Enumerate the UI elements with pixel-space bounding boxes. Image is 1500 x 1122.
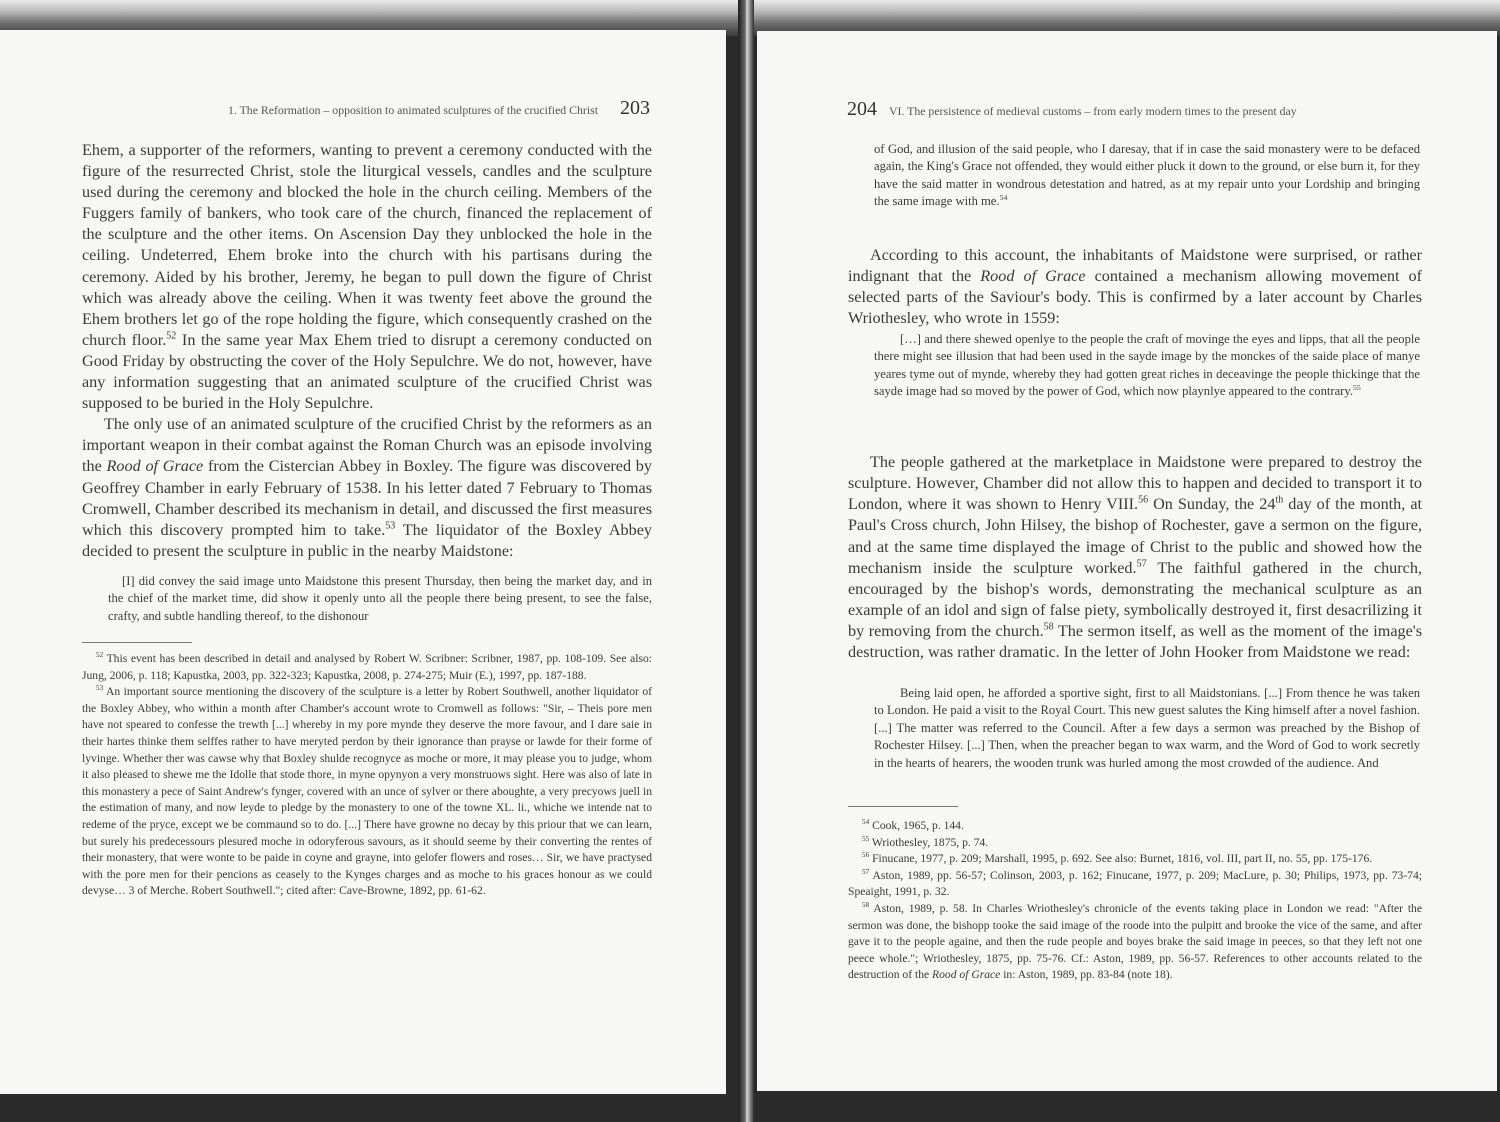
footnote-ref[interactable]: 56	[1138, 494, 1149, 506]
footnote-54: $^{54}$ Cook, 1965, p. 144.	[862, 818, 964, 832]
running-head	[847, 98, 1387, 124]
paragraph: The people gathered at the marketplace in Maidstone were prepared to destroy the sculpture. However, Chamber did not allow this to happen and decided to transport it to London, where it was shown to Henry VIII.$^{56}$ On Sunday, the 24th day of the month, at Paul's Cross church, John Hilsey, the bishop of Rochester, gave a sermon on the figure, and at the same time displayed the image of Christ to the public and showed how the mechanism inside the sculpture worked.$^{57}$ The faithful gathered in the church, encouraged by the bishop's words, demonstrating the mechanical sculpture as an example of an idol and sign of false piety, symbolically destroyed it, first desacrilizing it by removing from the church.$^{58}$ The sermon itself, as well as the moment of the image's destruction, was rather dramatic. In the letter of John Hooker from Maidstone we read:	[848, 453, 1423, 662]
running-head	[118, 97, 650, 123]
footnote-rule	[848, 806, 958, 807]
paragraph: Ehem, a supporter of the reformers, wanting to prevent a ceremony conducted with the figure of the resurrected Christ, stole the liturgical vessels, candles and the sculpture used during the ceremony and blocked the hole in the church ceiling. Members of the Fuggers family of bankers, who took care of the church, financed the replacement of the sculpture and the other items. On Ascension Day they unblocked the hole in the ceiling. Undeterred, Ehem broke into the church with his partisans during the ceremony. Aided by his brother, Jeremy, he began to pull down the figure of Christ which was already above the ceiling. When it was twenty feet above the ground the Ehem brothers let go of the rope holding the figure, which consequently crashed on the church floor.$^{52}$ In the same year Max Ehem tried to disrupt a ceremony conducted on Good Friday by obstructing the cover of the Holy Sepulchre. We do not, however, have any information suggesting that an animated sculpture of the crucified Christ was supposed to be buried in the Holy Sepulchre.	[82, 141, 652, 413]
footnote-57: $^{57}$ Aston, 1989, pp. 56-57; Colinson, 2003, p. 162; Finucane, 1977, p. 209; MacLure, p. 30; Philips, 1973, pp. 73-74; Speaight, 1991, p. 32.	[848, 867, 1422, 899]
block-quote: of God, and illusion of the said people, who I daresay, that if in case the said monastery were to be defaced again, the King's Grace not offended, they would either pluck it down to the ground, or else burn it, for they have the said matter in wondrous detestation and hatred, as at my repair unto your Lordship and bringing the same image with me.$^{54}$	[874, 142, 1420, 209]
footnote-ref[interactable]: 58	[1043, 621, 1054, 633]
running-head-text: VI. The persistence of medieval customs – from early modern times to the present day	[889, 104, 1297, 118]
left-page	[0, 30, 726, 1094]
footnotes	[82, 651, 652, 900]
block-quote: […] and there shewed openlye to the people the craft of movinge the eyes and lipps, that all the people there might see illusion that had been used in the sayde image by the monckes of the saide place of manye yeares tyme out of mynde, whereby they had gotten great riches in deceavinge the people thickinge that the sayde image had so moved by the power of God, which now playnlye appeared to the contrary.$^{55}$	[874, 332, 1420, 399]
footnote-ref[interactable]: 52	[166, 330, 177, 342]
footnote-53: $^{53}$ An important source mentioning the discovery of the sculpture is a letter by Robert Southwell, another liquidator of the Boxley Abbey, who within a month after Chamber's account wrote to Cromwell as follows: "Sir, – Theis pore men have not speared to confesse the trewth [...] whereby in my pore mynde they deserve the more favour, and I dare saie in their hartes thinke them selffes rather to have meryted perdon by their ignorance than prayse or lawde for their forme of lyvinge. Whether ther was cawse why that Boxley shulde recognyce as moche or more, it may please you to judge, whom it also pleased to shewe me the Idolle that stode thore, in myne opynyon a very monstruows sight. Here was also of late in this monastery a pece of Saint Andrew's fynger, covered with an unce of sylver or there aboughte, a very precyows juell in the estimation of many, and now leyde to pledge by the monastery to one of the towne XL. li., whiche we intende nat to redeme of the pryce, except we be commaund so to do. [...] There have growne no decay by this priour that we can learn, but surely his predecessours plesured moche in odoryferous savours, as it should seeme by their converting the rentes of their monastery, that were wonte to be paide in coyne and grayne, into gelofer flowers and roses… Sir, we have practysed with the pore men for their pencions as ceasely to the Kynges charges and as moche to his graces honour as we could devyse… 3 of Merche. Robert Southwell."; cited after: Cave-Browne, 1892, pp. 61-62.	[82, 684, 652, 898]
book-gutter	[738, 0, 754, 1122]
footnote-55: $^{55}$ Wriothesley, 1875, p. 74.	[862, 834, 989, 849]
block-quote: Being laid open, he afforded a sportive sight, first to all Maidstonians. [...] From thence he was taken to London. He paid a visit to the Royal Court. This new guest salutes the King himself after a novel fashion. [...] The matter was referred to the Council. After a few days a sermon was preached by the Bishop of Rochester Hilsey. [...] Then, when the preacher began to wax warm, and the Word of God to work secretly in the hearts of hearers, the wooden trunk was hurled among the most crowded of the audience. And	[874, 686, 1420, 770]
rood-title: Rood of Grace	[980, 267, 1086, 286]
footnote-rule	[82, 642, 192, 643]
footnote-52: $^{52}$ This event has been described in detail and analysed by Robert W. Scribner: Scribner, 1987, pp. 108-109. See also: Jung, 2006, p. 118; Kapustka, 2003, pp. 322-323; Kapustka, 2008, p. 274-275; Muir (E.), 1997, pp. 187-188.	[82, 651, 652, 682]
page-number: 204	[847, 98, 877, 120]
footnote-ref[interactable]: 55	[1353, 383, 1361, 393]
left-main-text	[82, 140, 652, 900]
paragraph: The only use of an animated sculpture of the crucified Christ by the reformers as an important weapon in their combat against the Roman Church was an episode involving the Rood of Grace from the Cistercian Abbey in Boxley. The figure was discovered by Geoffrey Chamber in early February of 1538. In his letter dated 7 February to Thomas Cromwell, Chamber described its mechanism in detail, and discussed the first measures which this discovery prompted him to take.$^{53}$ The liquidator of the Boxley Abbey decided to present the sculpture in public in the nearby Maidstone:	[82, 415, 652, 560]
block-quote: [I] did convey the said image unto Maidstone this present Thursday, then being the market day, and in the chief of the market time, did show it openly unto all the people there being present, to see the false, crafty, and subtle handling thereof, to the dishonour	[108, 573, 652, 623]
paragraph: According to this account, the inhabitants of Maidstone were surprised, or rather indignant that the Rood of Grace contained a mechanism allowing movement of selected parts of the Saviour's body. This is confirmed by a later account by Charles Wriothesley, who wrote in 1559:	[848, 246, 1422, 328]
footnote-ref[interactable]: 57	[1136, 558, 1147, 570]
page-number: 203	[620, 97, 650, 119]
rood-title: Rood of Grace	[106, 457, 204, 476]
footnote-56: $^{56}$ Finucane, 1977, p. 209; Marshall, 1995, p. 692. See also: Burnet, 1816, vol. III, part II, no. 55, pp. 175-176.	[862, 851, 1373, 866]
footnotes	[848, 818, 1422, 984]
footnote-58: $^{58}$ Aston, 1989, p. 58. In Charles Wriothesley's chronicle of the events taking place in London we read: "After the sermon was done, the bishopp tooke the said image of the roode into the pulpitt and brooke the vice of the same, and after gave it to the people againe, and then the rude people and boyes brake the said image in peeces, so that they left not one peece whole."; Wriothesley, 1875, pp. 75-76. Cf.: Aston, 1989, pp. 56-57. References to other accounts related to the destruction of the Rood of Grace in: Aston, 1989, pp. 83-84 (note 18).	[848, 901, 1422, 982]
running-head-text: 1. The Reformation – opposition to animated sculptures of the crucified Christ	[228, 103, 598, 117]
right-page	[757, 31, 1497, 1091]
footnote-ref[interactable]: 53	[385, 520, 396, 532]
footnote-ref[interactable]: 54	[999, 193, 1008, 203]
